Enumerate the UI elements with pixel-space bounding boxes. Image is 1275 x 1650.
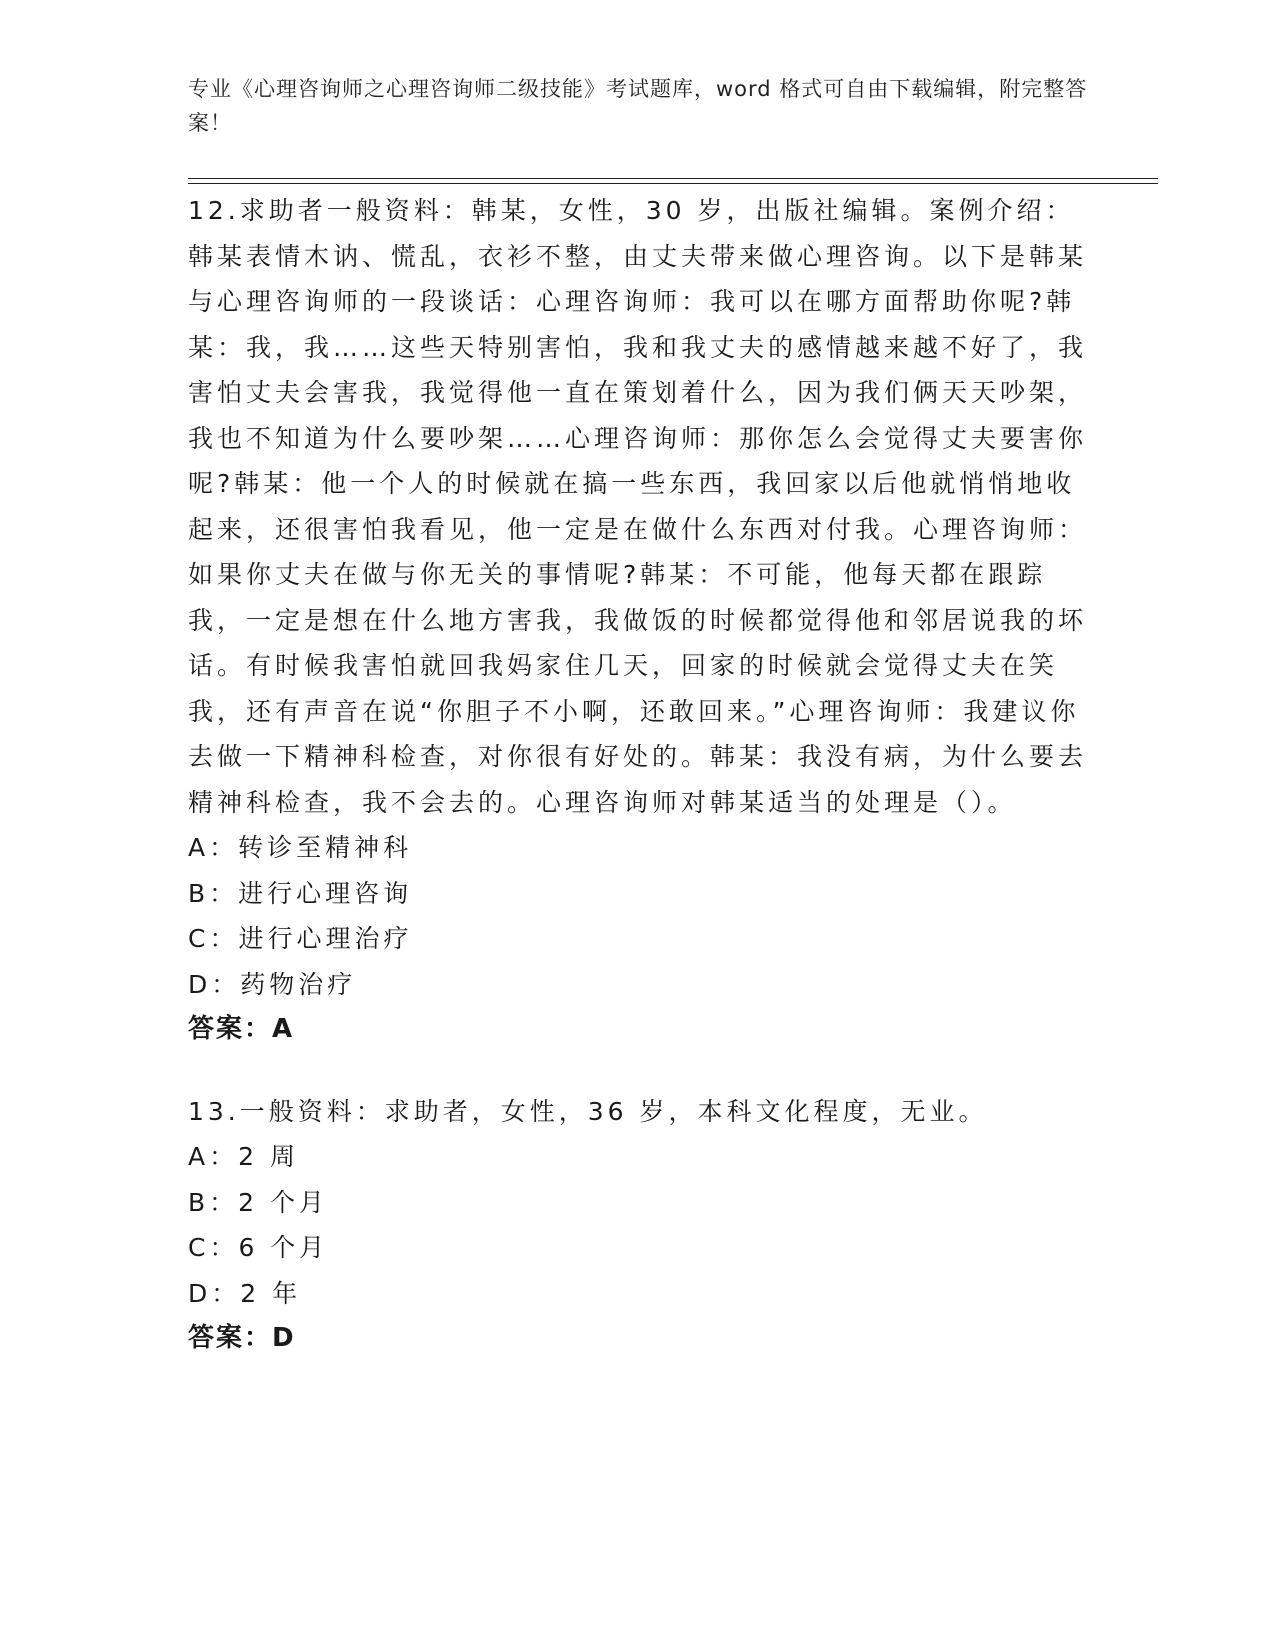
question-block-12 [188, 188, 1088, 1053]
question-list [188, 188, 1088, 1362]
block-spacer [188, 1053, 1088, 1089]
question-stem: 13.一般资料：求助者，女性，36 岁，本科文化程度，无业。 [188, 1096, 988, 1126]
question-block-13 [188, 1089, 1088, 1362]
option-a: A：转诊至精神科 [188, 833, 413, 862]
option-d: D：2 年 [188, 1278, 302, 1308]
answer-line: 答案：A [188, 1014, 295, 1044]
answer-line: 答案：D [188, 1323, 296, 1353]
option-c: C：6 个月 [188, 1233, 329, 1262]
option-b: B：2 个月 [188, 1187, 329, 1217]
option-c: C：进行心理治疗 [188, 924, 413, 953]
question-stem: 12.求助者一般资料：韩某，女性，30 岁，出版社编辑。案例介绍：韩某表情木讷、慌乱，衣衫不整，由丈夫带来做心理咨询。以下是韩某与心理咨询师的一段谈话：心理咨询师：我可以在哪方面帮助你呢?韩某：我，我……这些天特别害怕，我和我丈夫的感情越来越不好了，我害怕丈夫会害我，我觉得他一直在策划着什么，因为我们俩天天吵架，我也不知道为什么要吵架……心理咨询师：那你怎么会觉得丈夫要害你呢?韩某：他一个人的时候就在搞一些东西，我回家以后他就悄悄地收起来，还很害怕我看见，他一定是在做什么东西对付我。心理咨询师：如果你丈夫在做与你无关的事情呢?韩某：不可能，他每天都在跟踪我，一定是想在什么地方害我，我做饭的时候都觉得他和邻居说我的坏话。有时候我害怕就回我妈家住几天，回家的时候就会觉得丈夫在笑我，还有声音在说“你胆子不小啊，还敢回来。”心理咨询师：我建议你去做一下精神科检查，对你很有好处的。韩某：我没有病，为什么要去精神科检查，我不会去的。心理咨询师对韩某适当的处理是（）。 [188, 196, 1088, 817]
option-b: B：进行心理咨询 [188, 878, 413, 908]
option-d: D：药物治疗 [188, 969, 357, 999]
document-header: 专业《心理咨询师之心理咨询师二级技能》考试题库，word 格式可自由下载编辑，附完整答案！ [188, 77, 1088, 135]
header-rule-top [188, 178, 1158, 179]
header-rule-bottom [188, 183, 1158, 184]
option-a: A：2 周 [188, 1142, 299, 1171]
